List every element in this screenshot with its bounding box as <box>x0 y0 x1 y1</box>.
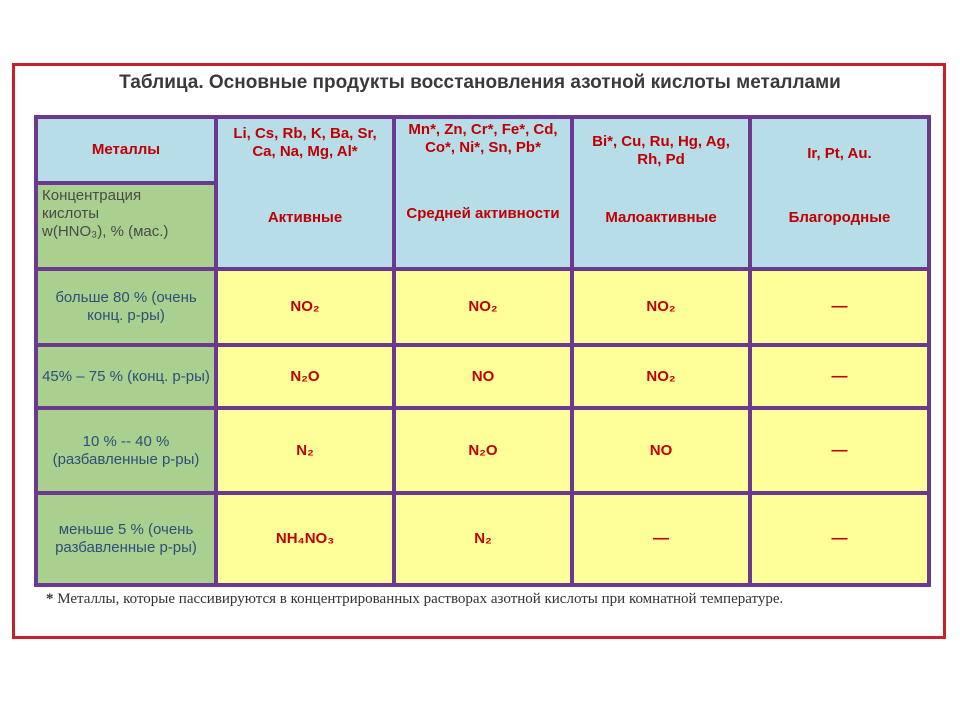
product-cell: NO₂ <box>396 271 570 343</box>
concentration-cell: 45% – 75 % (конц. р-ры) <box>38 347 214 407</box>
product-cell: NO <box>396 347 570 407</box>
products-table <box>34 115 931 587</box>
group-header-medium <box>396 119 570 267</box>
group-label-low: Малоактивные <box>605 209 717 226</box>
product-cell: N₂ <box>218 410 392 490</box>
product-cell: NH₄NO₃ <box>218 495 392 583</box>
group-header-noble <box>752 119 927 267</box>
product-cell: — <box>752 271 927 343</box>
metals-header-cell: Металлы <box>38 119 214 181</box>
product-cell: — <box>752 410 927 490</box>
concentration-cell: 10 % -- 40 % (разбавленные р-ры) <box>38 410 214 490</box>
product-cell: — <box>752 347 927 407</box>
product-cell: NO₂ <box>218 271 392 343</box>
concentration-cell: больше 80 % (очень конц. р-ры) <box>38 271 214 343</box>
concentration-label-line2: кислоты <box>42 204 100 222</box>
footnote-star: * <box>46 591 54 607</box>
group-label-noble: Благородные <box>788 209 891 226</box>
group-header-low <box>574 119 748 267</box>
products-table-container <box>34 115 931 587</box>
footnote <box>46 590 920 609</box>
product-cell: N₂O <box>396 410 570 490</box>
product-cell: NO₂ <box>574 271 748 343</box>
product-cell: N₂ <box>396 495 570 583</box>
table-row <box>38 495 927 583</box>
table-row <box>38 347 927 407</box>
group-metals-noble: Ir, Pt, Au. <box>807 145 872 162</box>
product-cell: NO <box>574 410 748 490</box>
concentration-label-line3: w(HNO₃), % (мас.) <box>42 222 169 240</box>
group-metals-active: Li, Cs, Rb, K, Ba, Sr, Ca, Na, Mg, Al* <box>233 125 377 160</box>
group-metals-medium: Mn*, Zn, Cr*, Fe*, Cd, Co*, Ni*, Sn, Pb* <box>408 121 558 156</box>
footnote-text: Металлы, которые пассивируются в концентрированных растворах азотной кислоты при комнатной температуре. <box>57 591 784 607</box>
product-cell: — <box>752 495 927 583</box>
concentration-header-cell <box>38 185 214 267</box>
group-header-active <box>218 119 392 267</box>
table-row <box>38 410 927 490</box>
concentration-label-line1: Концентрация <box>42 186 142 204</box>
product-cell: N₂O <box>218 347 392 407</box>
product-cell: — <box>574 495 748 583</box>
group-label-medium: Средней активности <box>406 205 560 222</box>
group-label-active: Активные <box>267 209 343 226</box>
concentration-cell: меньше 5 % (очень разбавленные р-ры) <box>38 495 214 583</box>
table-row <box>38 271 927 343</box>
product-cell: NO₂ <box>574 347 748 407</box>
group-metals-low: Bi*, Cu, Ru, Hg, Ag, Rh, Pd <box>592 133 730 168</box>
page-title: Таблица. Основные продукты восстановления азотной кислоты металлами <box>119 72 841 93</box>
